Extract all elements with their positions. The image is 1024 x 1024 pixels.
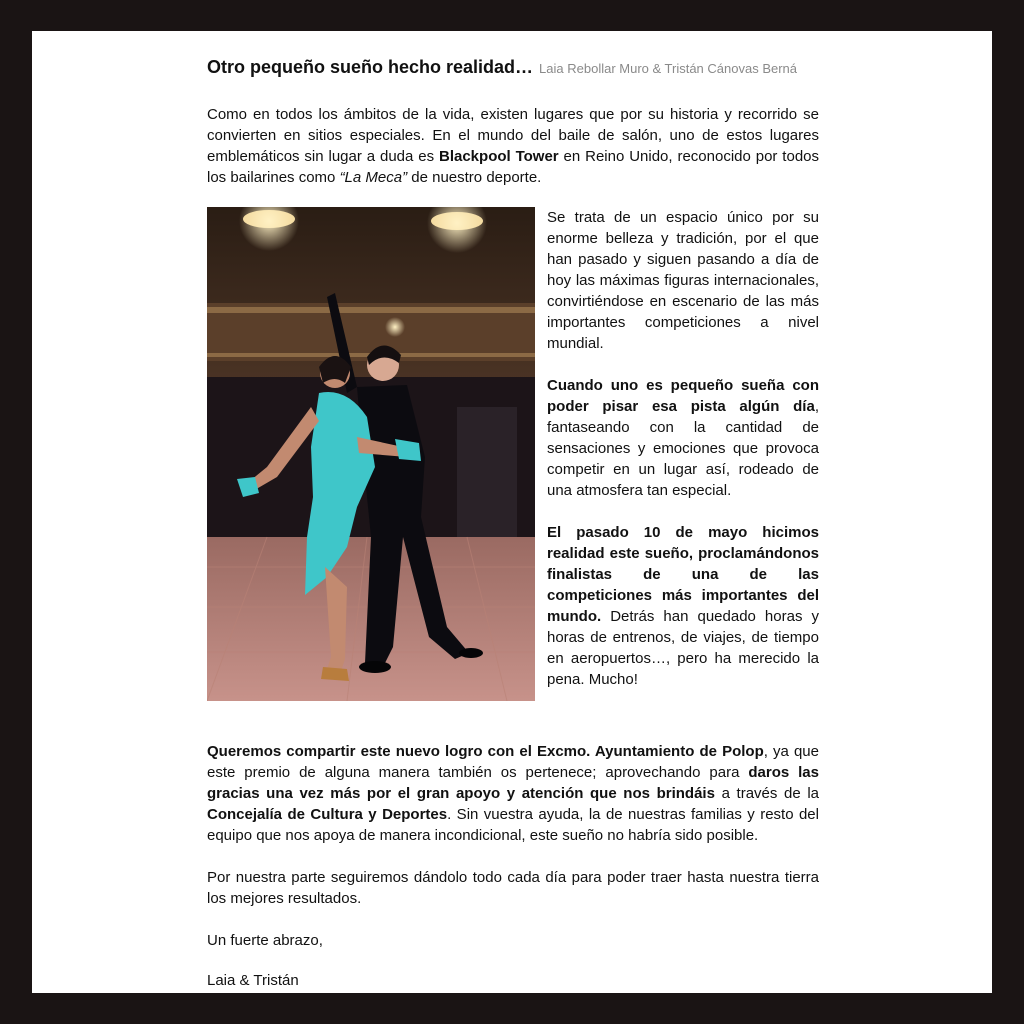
side-paragraph-2 — [547, 375, 819, 501]
side-p2-bold: Cuando uno es pequeño sueña con poder pisar esa pista algún día — [547, 377, 819, 415]
side-p2-rest: , fantaseando con la cantidad de sensaciones y emociones que provoca competir en un lugar así, rodeado de una atmosfera tan especial. — [547, 398, 819, 499]
side-paragraph-1: Se trata de un espacio único por su enorme belleza y tradición, por el que han pasado y siguen pasando a día de hoy las máximas figuras internacionales, convirtiéndose en escenario de las más importantes competiciones a nivel mundial. — [547, 209, 819, 352]
outro-paragraph-2: Por nuestra parte seguiremos dándolo todo cada día para poder traer hasta nuestra tierra los mejores resultados. — [207, 869, 819, 907]
signature: Laia & Tristán — [207, 972, 299, 989]
intro-text-3: de nuestro deporte. — [407, 169, 542, 186]
article-authors: Laia Rebollar Muro & Tristán Cánovas Berná — [539, 61, 798, 76]
side-p3-rest: Detrás han quedado horas y horas de entrenos, de viajes, de tiempo en aeropuertos…, pero ha merecido la pena. Mucho! — [547, 608, 819, 688]
outro-p1-text-3: . Sin vuestra ayuda, la de nuestras familias y resto del equipo que nos apoya de manera incondicional, este sueño no habría sido posible. — [207, 806, 819, 844]
intro-text-2: en Reino Unido, reconocido por todos los bailarines como — [207, 148, 819, 186]
outro-p1-bold-2: daros las gracias una vez más por el gran apoyo y atención que nos brindáis — [207, 764, 819, 802]
document-page — [32, 31, 992, 993]
article-title: Otro pequeño sueño hecho realidad… — [207, 57, 534, 77]
outro-p1-text-1: , ya que este premio de alguna manera también os pertenece; aprovechando para — [207, 743, 819, 781]
dancers-photo-illustration — [207, 207, 535, 701]
media-row — [207, 207, 819, 701]
outro-section — [207, 741, 819, 991]
intro-venue: Blackpool Tower — [439, 148, 559, 165]
article — [207, 57, 819, 1012]
side-p3-bold: El pasado 10 de mayo hicimos realidad este sueño, proclamándonos finalistas de una de las competiciones más importantes del mundo. — [547, 524, 819, 625]
dancers-photo — [207, 207, 535, 701]
outro-p1-bold-3: Concejalía de Cultura y Deportes — [207, 806, 448, 823]
outro-p1-bold-1: Queremos compartir este nuevo logro con el Excmo. Ayuntamiento de Polop — [207, 743, 764, 760]
outro-p1-text-2: a través de la — [714, 785, 819, 802]
title-line — [207, 57, 819, 79]
side-column — [547, 207, 819, 690]
intro-paragraph — [207, 104, 819, 188]
outro-paragraph-1 — [207, 741, 819, 846]
side-paragraph-3 — [547, 522, 819, 690]
closing-greeting: Un fuerte abrazo, — [207, 932, 323, 949]
intro-text-1: Como en todos los ámbitos de la vida, existen lugares que por su historia y recorrido se convierten en sitios especiales. En el mundo del baile de salón, uno de estos lugares emblemáticos sin lugar a duda es — [207, 106, 819, 165]
intro-nickname: “La Meca” — [339, 169, 408, 186]
